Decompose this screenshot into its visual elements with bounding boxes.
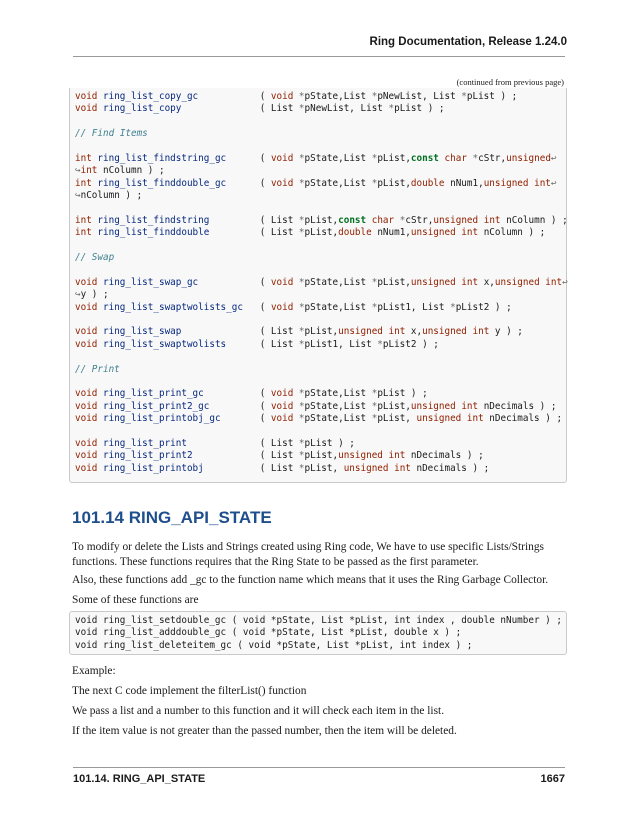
code-token: int (534, 177, 551, 189)
code-blank-line (75, 203, 566, 215)
code-blank-line (75, 351, 566, 363)
code-token: void (75, 338, 98, 350)
code-line (75, 103, 566, 115)
code-token: * (371, 152, 378, 164)
code-token: ( List (192, 450, 299, 462)
code-token: void (75, 276, 98, 288)
code-token: ring_list_printobj_gc (103, 413, 221, 425)
code-token: nDecimals ) ; (483, 413, 563, 425)
paragraph-delete-item: If the item value is not greater than the passed number, then the item will be deleted. (72, 725, 457, 737)
code-token: ring_list_swaptwolists_gc (103, 301, 243, 313)
code-token: void (75, 301, 98, 313)
code-token: nNum1, (371, 227, 411, 239)
paragraph-filterlist: The next C code implement the filterList() function (72, 685, 307, 697)
code-token: int (461, 400, 479, 412)
code-line (75, 277, 566, 289)
code-token: unsigned (343, 462, 389, 474)
code-token: * (298, 338, 305, 350)
code-token: ↩ (550, 177, 557, 189)
code-token: pState,List (304, 276, 372, 288)
code-token: ( (203, 388, 271, 400)
code-line (75, 401, 566, 413)
code-token: nColumn ) ; (478, 227, 546, 239)
code-token: ( List (209, 214, 299, 226)
code-line (75, 252, 566, 264)
code-token: * (298, 276, 305, 288)
code-token: ring_list_finddouble_gc (97, 177, 227, 189)
code-token: int (75, 227, 92, 239)
code-token: * (298, 388, 305, 400)
code-token: * (298, 462, 305, 474)
code-token: * (472, 152, 479, 164)
code-blank-line (75, 116, 566, 128)
code-line (75, 91, 566, 103)
code-token: int (394, 462, 411, 474)
code-token: ( (198, 91, 271, 102)
code-line: void ring_list_deleteitem_gc ( void *pState, List *pList, int index ) ; (75, 639, 473, 651)
code-token: void (270, 177, 294, 189)
code-token: int (75, 214, 92, 226)
code-token: * (298, 214, 305, 226)
code-token: void (75, 450, 98, 462)
code-token: cStr, (478, 152, 507, 164)
code-token: pList, (304, 450, 339, 462)
code-token: pState,List (304, 388, 372, 400)
code-token: double (338, 227, 372, 239)
code-line (75, 215, 566, 227)
code-line (75, 388, 566, 400)
code-token: ring_list_print (103, 437, 187, 449)
code-line (75, 326, 566, 338)
code-token: x, (478, 276, 495, 288)
code-token: void (75, 91, 98, 102)
page-number: 1667 (540, 773, 565, 785)
code-token: pList ) ; (304, 437, 355, 449)
code-token: int (80, 165, 98, 177)
code-token: unsigned (506, 152, 551, 164)
code-token: unsigned (410, 276, 456, 288)
code-token: * (298, 91, 305, 102)
code-token: nColumn ) ; (80, 190, 143, 202)
code-token: void (75, 326, 98, 338)
code-token: pList, (304, 214, 339, 226)
code-token: ↩ (562, 276, 568, 288)
code-token: void (75, 388, 98, 400)
code-token: pList2 ) ; (455, 301, 512, 313)
code-token: ring_list_print2_gc (103, 400, 210, 412)
code-token: ↪ (75, 165, 81, 177)
code-token: ( List (181, 103, 299, 115)
code-token: * (450, 301, 456, 313)
code-token: ring_list_finddouble (97, 227, 210, 239)
code-token: * (371, 177, 378, 189)
code-token: * (298, 103, 305, 115)
code-token: ring_list_swaptwolists (103, 338, 227, 350)
paragraph-intro: To modify or delete the Lists and Strings created using Ring code, We have to use specific Lists/Strings functions. These functions requires that the Ring State to be passed as the first parameter. (72, 541, 544, 568)
code-line (75, 289, 566, 301)
code-token: ↩ (550, 152, 557, 164)
code-token: pList, (377, 400, 411, 412)
code-line (75, 438, 566, 450)
code-token: ( (226, 177, 271, 189)
code-token: ring_list_copy_gc (103, 91, 199, 102)
code-token: pList1, List (377, 301, 451, 313)
code-token: y ) ; (80, 289, 109, 301)
code-line (75, 302, 566, 314)
paragraph-example: Example: (72, 665, 116, 677)
code-token: pState,List (304, 91, 372, 102)
code-token: ring_list_findstring (97, 214, 210, 226)
code-token: * (377, 338, 383, 350)
paragraph-pass-list: We pass a list and a number to this function and it will check each item in the list. (72, 705, 445, 717)
paragraph-some-functions: Some of these functions are (72, 594, 199, 606)
code-token: nColumn ) ; (500, 214, 568, 226)
continued-note: (continued from previous page) (456, 77, 564, 87)
code-token: void (75, 400, 98, 412)
code-token: ( List (181, 326, 299, 338)
code-token: ( (198, 276, 271, 288)
code-token: void (270, 91, 294, 102)
code-token: ring_list_findstring_gc (97, 152, 227, 164)
code-token: * (298, 437, 305, 449)
code-line: void ring_list_adddouble_gc ( void *pState, List *pList, double x ) ; (75, 627, 462, 639)
code-token: unsigned (433, 214, 479, 226)
code-token: pList ) ; (377, 388, 428, 400)
code-token: ( (226, 152, 271, 164)
code-token: int (388, 450, 406, 462)
section-title: 101.14 RING_API_STATE (72, 508, 272, 527)
code-token: unsigned (416, 413, 462, 425)
code-token: int (545, 276, 563, 288)
code-token: * (399, 214, 406, 226)
code-blank-line (75, 426, 566, 438)
code-token: pNewList, List (377, 91, 462, 102)
code-line (75, 413, 566, 425)
code-token: unsigned (483, 177, 529, 189)
code-token: ring_list_swap_gc (103, 276, 199, 288)
footer-section: 101.14. RING_API_STATE (73, 773, 206, 785)
code-token: void (75, 437, 98, 449)
code-token: ring_list_printobj (103, 462, 204, 474)
code-token: * (371, 91, 378, 102)
code-token: ring_list_print2 (103, 450, 193, 462)
code-line (75, 450, 566, 462)
code-token: unsigned (494, 276, 540, 288)
code-token: nDecimals ) ; (478, 400, 557, 412)
code-token: * (298, 400, 305, 412)
code-token: pList ) ; (466, 91, 518, 102)
footer-rule (73, 767, 565, 768)
code-token: void (270, 413, 294, 425)
code-token: pState,List (304, 301, 372, 313)
code-token: pNewList, List (304, 103, 389, 115)
code-token: // Print (75, 363, 120, 375)
code-line (75, 339, 566, 351)
code-token: * (298, 326, 305, 338)
code-token: * (371, 276, 378, 288)
code-token: // Swap (75, 252, 115, 264)
code-token: ( List (226, 338, 299, 350)
code-line (75, 165, 566, 177)
code-token: x, (405, 326, 423, 338)
code-token: pList, (377, 152, 411, 164)
code-token: pState,List (304, 152, 372, 164)
code-token: int (388, 326, 406, 338)
code-token: pState,List (304, 400, 372, 412)
code-token: y ) ; (489, 326, 523, 338)
code-token: * (388, 103, 395, 115)
code-token: * (371, 301, 378, 313)
code-token: unsigned (338, 450, 383, 462)
code-token: ( (209, 400, 271, 412)
code-line (75, 128, 566, 140)
code-token: nDecimals ) ; (405, 450, 484, 462)
code-line (75, 153, 566, 165)
code-token: // Find Items (75, 128, 148, 140)
code-token: * (298, 301, 305, 313)
code-token: int (75, 177, 92, 189)
code-token: void (270, 388, 294, 400)
code-token: char (444, 152, 467, 164)
code-blank-line (75, 376, 566, 388)
code-token: pList, (377, 413, 417, 425)
code-token: unsigned (410, 400, 456, 412)
code-token: pState,List (304, 177, 372, 189)
code-token: int (466, 413, 484, 425)
code-token: void (75, 413, 98, 425)
code-token: pList, (377, 276, 411, 288)
code-token: int (472, 326, 490, 338)
code-line (75, 227, 566, 239)
code-token: * (298, 177, 305, 189)
code-token: * (371, 388, 378, 400)
code-line (75, 190, 566, 202)
code-token: nDecimals ) ; (410, 462, 490, 474)
code-token: pList ) ; (394, 103, 445, 115)
code-token: char (371, 214, 395, 226)
header-rule (73, 56, 565, 57)
code-block-gc-functions (69, 611, 567, 655)
code-token: nNum1, (444, 177, 484, 189)
code-blank-line (75, 141, 566, 153)
code-token: pList, (304, 462, 344, 474)
code-token: void (270, 400, 294, 412)
paragraph-gc-note: Also, these functions add _gc to the function name which means that it uses the Ring Garbage Collector. (72, 574, 549, 586)
code-token: cStr, (405, 214, 434, 226)
running-header-title: Ring Documentation, Release 1.24.0 (369, 36, 567, 48)
code-line: void ring_list_setdouble_gc ( void *pState, List *pList, int index , double nNumber ) ; (75, 615, 562, 626)
code-token: ring_list_swap (103, 326, 182, 338)
code-token: int (461, 276, 479, 288)
code-line (75, 364, 566, 376)
code-token: unsigned (410, 227, 456, 239)
code-token: ( List (203, 462, 299, 474)
code-token: ring_list_copy (103, 103, 182, 115)
code-token: double (410, 177, 445, 189)
code-token: nColumn ) ; (97, 165, 165, 177)
code-token: ( (242, 301, 271, 313)
code-token: ring_list_print_gc (103, 388, 204, 400)
code-token: * (298, 152, 305, 164)
code-token: void (270, 276, 294, 288)
code-token: ↪ (75, 289, 81, 301)
code-blank-line (75, 240, 566, 252)
code-blank-line (75, 264, 566, 276)
code-token: int (75, 152, 92, 164)
code-token: * (298, 413, 305, 425)
code-token: unsigned (338, 326, 383, 338)
code-token: unsigned (422, 326, 467, 338)
code-token: void (270, 301, 294, 313)
code-block-function-list (69, 88, 567, 483)
code-token: ( List (209, 227, 299, 239)
code-line (75, 463, 566, 475)
code-token: pList, (304, 326, 339, 338)
code-token: int (483, 214, 501, 226)
code-token: int (461, 227, 479, 239)
code-token: * (461, 91, 467, 102)
code-blank-line (75, 314, 566, 326)
code-token: ( List (186, 437, 299, 449)
code-token: * (371, 413, 378, 425)
code-token: ( (220, 413, 271, 425)
code-token: * (298, 450, 305, 462)
code-token: * (298, 227, 305, 239)
code-token: ↪ (75, 190, 81, 202)
code-token: pList1, List (304, 338, 378, 350)
code-token: void (75, 103, 98, 115)
code-token: const (410, 152, 439, 164)
code-token: const (338, 214, 367, 226)
code-line (75, 178, 566, 190)
code-token: pList, (377, 177, 411, 189)
code-token: pList2 ) ; (382, 338, 439, 350)
code-token: void (270, 152, 294, 164)
code-token: pState,List (304, 413, 372, 425)
code-token: void (75, 462, 98, 474)
code-token: pList, (304, 227, 339, 239)
code-token: * (371, 400, 378, 412)
